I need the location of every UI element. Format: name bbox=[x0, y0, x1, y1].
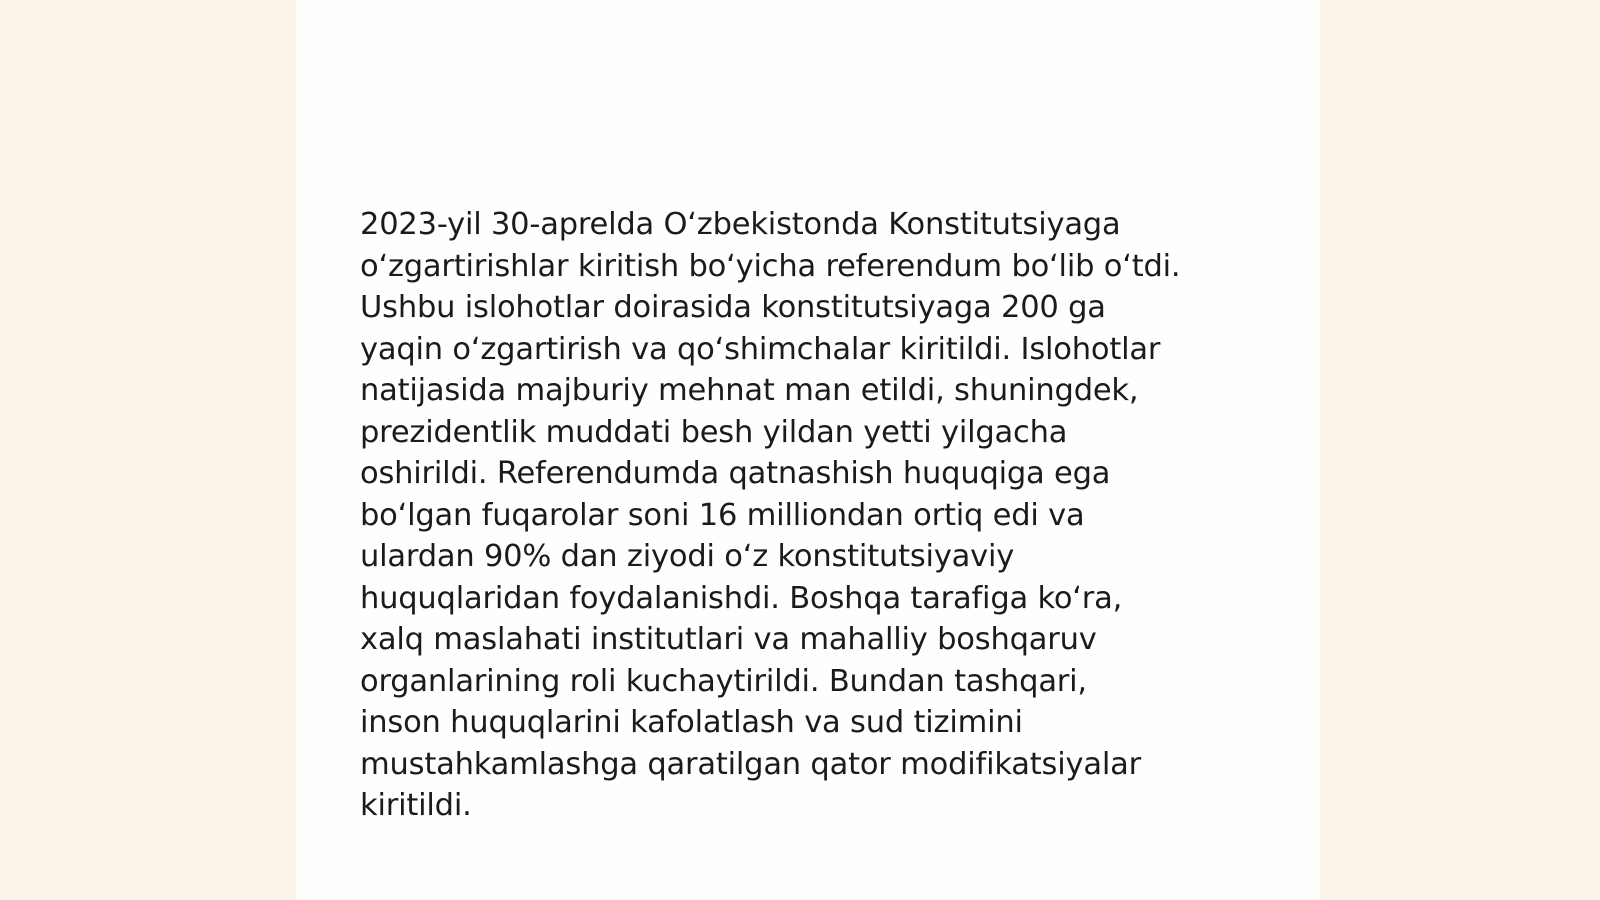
paragraph-line: prezidentlik muddati besh yildan yetti yilgacha bbox=[360, 414, 1068, 450]
document-page bbox=[296, 0, 1320, 900]
paragraph-line: huquqlaridan foydalanishdi. Boshqa tarafiga ko‘ra, bbox=[360, 580, 1123, 616]
paragraph-line: ulardan 90% dan ziyodi o‘z konstitutsiyaviy bbox=[360, 539, 1015, 574]
paragraph-line: bo‘lgan fuqarolar soni 16 milliondan ortiq edi va bbox=[360, 497, 1085, 533]
paragraph-line: kiritildi. bbox=[360, 788, 472, 823]
paragraph-line: yaqin o‘zgartirish va qo‘shimchalar kiritildi. Islohotlar bbox=[360, 331, 1161, 367]
paragraph-line: xalq maslahati institutlari va mahalliy boshqaruv bbox=[360, 622, 1097, 657]
paragraph-line: inson huquqlarini kafolatlash va sud tizimini bbox=[360, 705, 1023, 740]
paragraph-line: 2023-yil 30-aprelda O‘zbekistonda Konstitutsiyaga bbox=[360, 207, 1121, 242]
paragraph-line: mustahkamlashga qaratilgan qator modifikatsiyalar bbox=[360, 746, 1141, 782]
paragraph-line: oshirildi. Referendumda qatnashish huquqiga ega bbox=[360, 456, 1111, 491]
paragraph-line: o‘zgartirishlar kiritish bo‘yicha referendum bo‘lib o‘tdi. bbox=[360, 248, 1181, 284]
paragraph-line: natijasida majburiy mehnat man etildi, shuningdek, bbox=[360, 373, 1139, 408]
paragraph-line: organlarining roli kuchaytirildi. Bundan tashqari, bbox=[360, 663, 1087, 699]
paragraph-line: Ushbu islohotlar doirasida konstitutsiyaga 200 ga bbox=[360, 290, 1106, 325]
body-paragraph bbox=[360, 204, 1260, 827]
